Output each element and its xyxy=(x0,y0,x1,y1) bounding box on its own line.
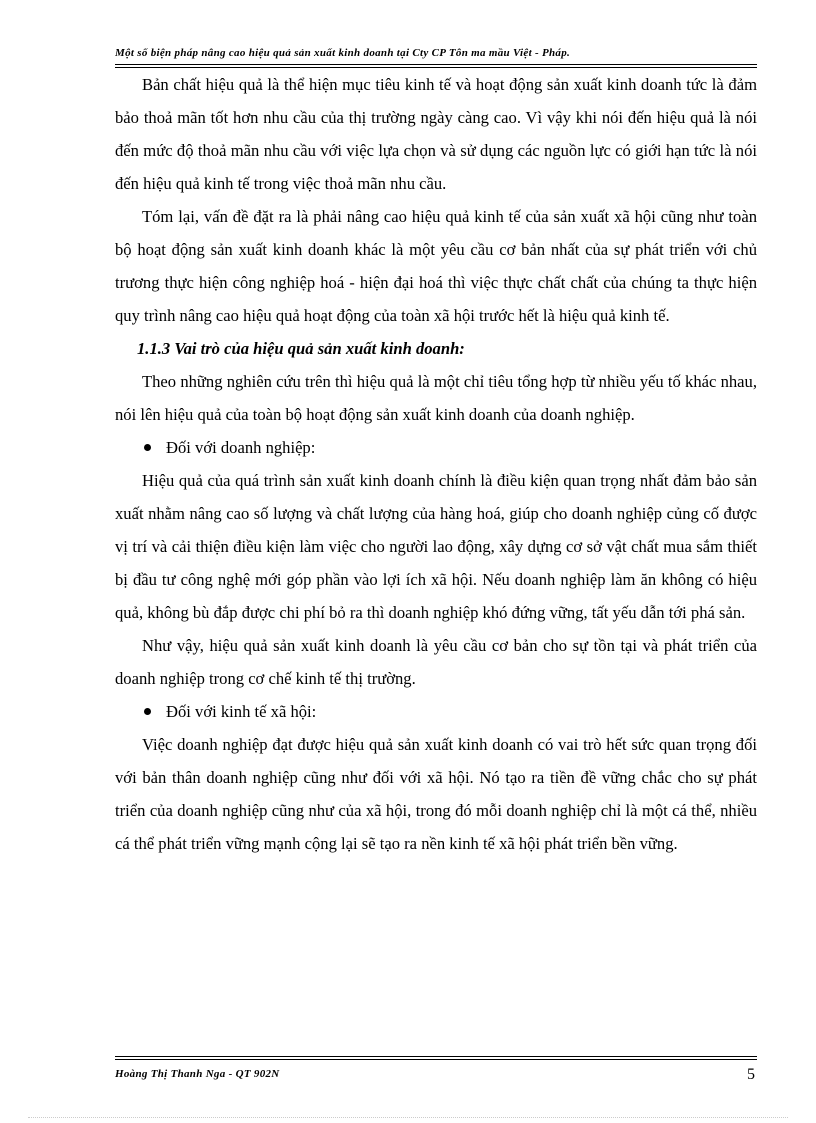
footer-rule xyxy=(115,1056,757,1057)
bullet-icon xyxy=(144,708,151,715)
bullet-label: Đối với kinh tế xã hội: xyxy=(166,702,317,721)
paragraph: Theo những nghiên cứu trên thì hiệu quả là một chỉ tiêu tổng hợp từ nhiều yếu tố khác nhau, nói lên hiệu quả của toàn bộ hoạt động sản xuất kinh doanh của doanh nghiệp. xyxy=(115,372,757,424)
running-header: Một số biện pháp nâng cao hiệu quả sản xuất kinh doanh tại Cty CP Tôn ma mầu Việt - Pháp. xyxy=(115,47,571,59)
bullet-label: Đối với doanh nghiệp: xyxy=(166,438,316,457)
paragraph: Như vậy, hiệu quả sản xuất kinh doanh là yêu cầu cơ bản cho sự tồn tại và phát triển của doanh nghiệp trong cơ chế kinh tế thị trường. xyxy=(115,636,757,688)
footer-rule-secondary xyxy=(115,1059,757,1060)
paragraph: Tóm lại, vấn đề đặt ra là phải nâng cao hiệu quả kinh tế của sản xuất xã hội cũng như toàn bộ hoạt động sản xuất kinh doanh khác là một yêu cầu cơ bản nhất của sự phát triển với chủ trương thực hiện công nghiệp hoá - hiện đại hoá thì việc thực chất chất của chúng ta thực hiện quy trình nâng cao hiệu quả hoạt động của toàn xã hội trước hết là hiệu quả kinh tế. xyxy=(115,207,757,325)
paragraph: Việc doanh nghiệp đạt được hiệu quả sản xuất kinh doanh có vai trò hết sức quan trọng đối với bản thân doanh nghiệp cũng như đối với xã hội. Nó tạo ra tiền đề vững chắc cho sự phát triển của doanh nghiệp cũng như của xã hội, trong đó mỗi doanh nghiệp chỉ là một cá thể, nhiều cá thể phát triển vững mạnh cộng lại sẽ tạo ra nền kinh tế xã hội phát triển bền vững. xyxy=(115,735,757,853)
paragraph: Bản chất hiệu quả là thể hiện mục tiêu kinh tế và hoạt động sản xuất kinh doanh tức là đảm bảo thoả mãn tốt hơn nhu cầu của thị trường ngày càng cao. Vì vậy khi nói đến hiệu quả là nói đến mức độ thoả mãn nhu cầu với việc lựa chọn và sử dụng các nguồn lực có giới hạn tức là nói đến hiệu quả kinh tế trong việc thoả mãn nhu cầu. xyxy=(115,75,757,193)
page-number: 5 xyxy=(747,1066,755,1083)
bullet-item xyxy=(115,695,757,728)
section-heading: 1.1.3 Vai trò của hiệu quả sản xuất kinh doanh: xyxy=(137,339,465,358)
page-edge-divider xyxy=(28,1117,788,1118)
footer xyxy=(115,1068,757,1088)
header-rule xyxy=(115,64,757,65)
footer-author: Hoàng Thị Thanh Nga - QT 902N xyxy=(115,1068,280,1080)
bullet-item xyxy=(115,431,757,464)
body-text xyxy=(115,68,757,860)
bullet-icon xyxy=(144,444,151,451)
paragraph: Hiệu quả của quá trình sản xuất kinh doanh chính là điều kiện quan trọng nhất đảm bảo sản xuất nhằm nâng cao số lượng và chất lượng của hàng hoá, giúp cho doanh nghiệp củng cố được vị trí và cải thiện điều kiện làm việc cho người lao động, xây dựng cơ sở vật chất mua sắm thiết bị đầu tư công nghệ mới góp phần vào lợi ích xã hội. Nếu doanh nghiệp làm ăn không có hiệu quả, không bù đắp được chi phí bỏ ra thì doanh nghiệp khó đứng vững, tất yếu dẫn tới phá sản. xyxy=(115,471,757,622)
